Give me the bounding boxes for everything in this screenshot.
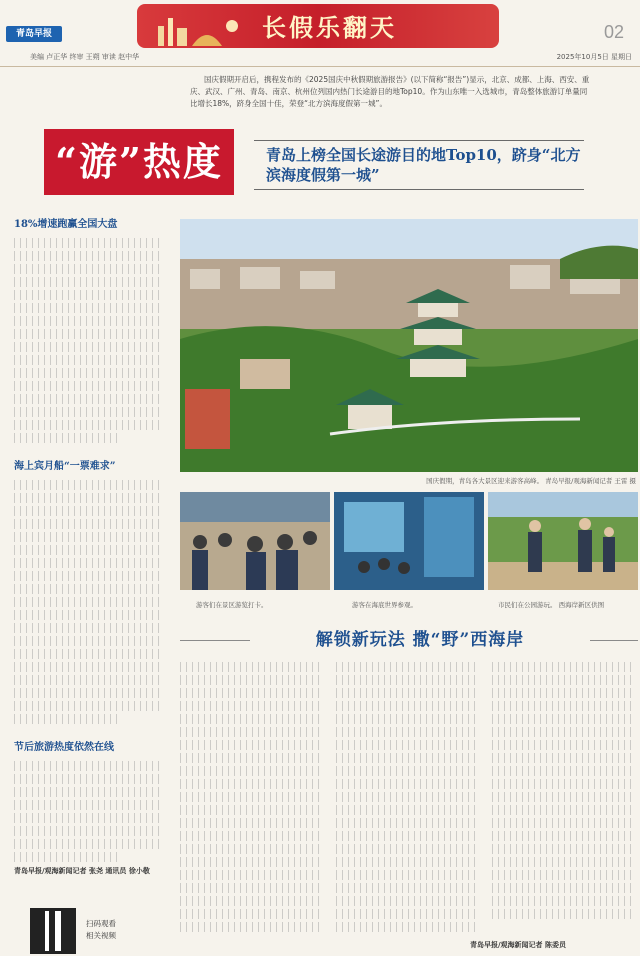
article-headline: 青岛上榜全国长途游目的地Top10，跻身“北方滨海度假第一城” bbox=[254, 140, 584, 190]
body-column-3 bbox=[492, 662, 634, 922]
newspaper-logo: 青岛早报 bbox=[6, 26, 62, 42]
main-photo bbox=[180, 219, 638, 472]
issue-date: 2025年10月5日 星期日 bbox=[556, 53, 632, 61]
aquarium-photo bbox=[334, 492, 484, 590]
section-tag: “游”热度 bbox=[44, 129, 234, 195]
footer-byline: 青岛早报/观海新闻记者 陈委员 bbox=[470, 941, 566, 949]
qr-code[interactable] bbox=[30, 908, 76, 954]
left-column bbox=[14, 218, 164, 876]
masthead bbox=[0, 0, 640, 50]
lead-paragraph: 国庆假期开启后，携程发布的《2025国庆中秋假期旅游报告》(以下简称“报告”)显示，北京、成都、上海、西安、重庆、武汉、广州、青岛、南京、杭州位列国内热门长途游目的地Top10。作为山东唯一入选城市，青岛整体旅游订单量同比增长18%，跻身全国十佳，荣登“北方滨海度假第一城”。 bbox=[190, 75, 590, 108]
banner-title: 长假乐翻天 bbox=[262, 13, 397, 42]
city-skyline-icon bbox=[152, 14, 242, 46]
divider-left bbox=[180, 640, 250, 641]
divider-right bbox=[590, 640, 638, 641]
thumb2-caption: 游客在海底世界参观。 bbox=[352, 601, 417, 609]
byline: 青岛早报/观海新闻记者 张尧 通讯员 徐小敬 bbox=[14, 867, 150, 875]
section-heading: 解锁新玩法 撒“野”西海岸 bbox=[315, 630, 525, 650]
editors-credit: 美编 卢正华 终审 王朔 审读 赵中华 bbox=[30, 53, 140, 61]
thumb3-caption: 市民们在公园游玩。 西海岸新区供图 bbox=[498, 601, 605, 609]
subhead-ferry: 海上宾月船“一票难求” bbox=[14, 461, 116, 472]
thumb1-caption: 游客们在景区游览打卡。 bbox=[196, 601, 268, 609]
page-number: 02 bbox=[604, 22, 625, 42]
body-column-2 bbox=[336, 662, 478, 935]
crowd-photo bbox=[180, 492, 330, 590]
body-column-1 bbox=[180, 662, 322, 935]
subhead-post-holiday: 节后旅游热度依然在线 bbox=[14, 742, 114, 753]
info-bar bbox=[0, 52, 640, 67]
qr-caption: 扫码观看 相关视频 bbox=[86, 919, 116, 940]
photo-strip bbox=[180, 492, 638, 596]
main-photo-caption: 国庆假期，青岛各大景区迎来游客高峰。 青岛早报/观海新闻记者 王雷 摄 bbox=[426, 477, 636, 485]
park-photo bbox=[488, 492, 638, 590]
subhead-growth: 18%增速跑赢全国大盘 bbox=[14, 219, 118, 230]
